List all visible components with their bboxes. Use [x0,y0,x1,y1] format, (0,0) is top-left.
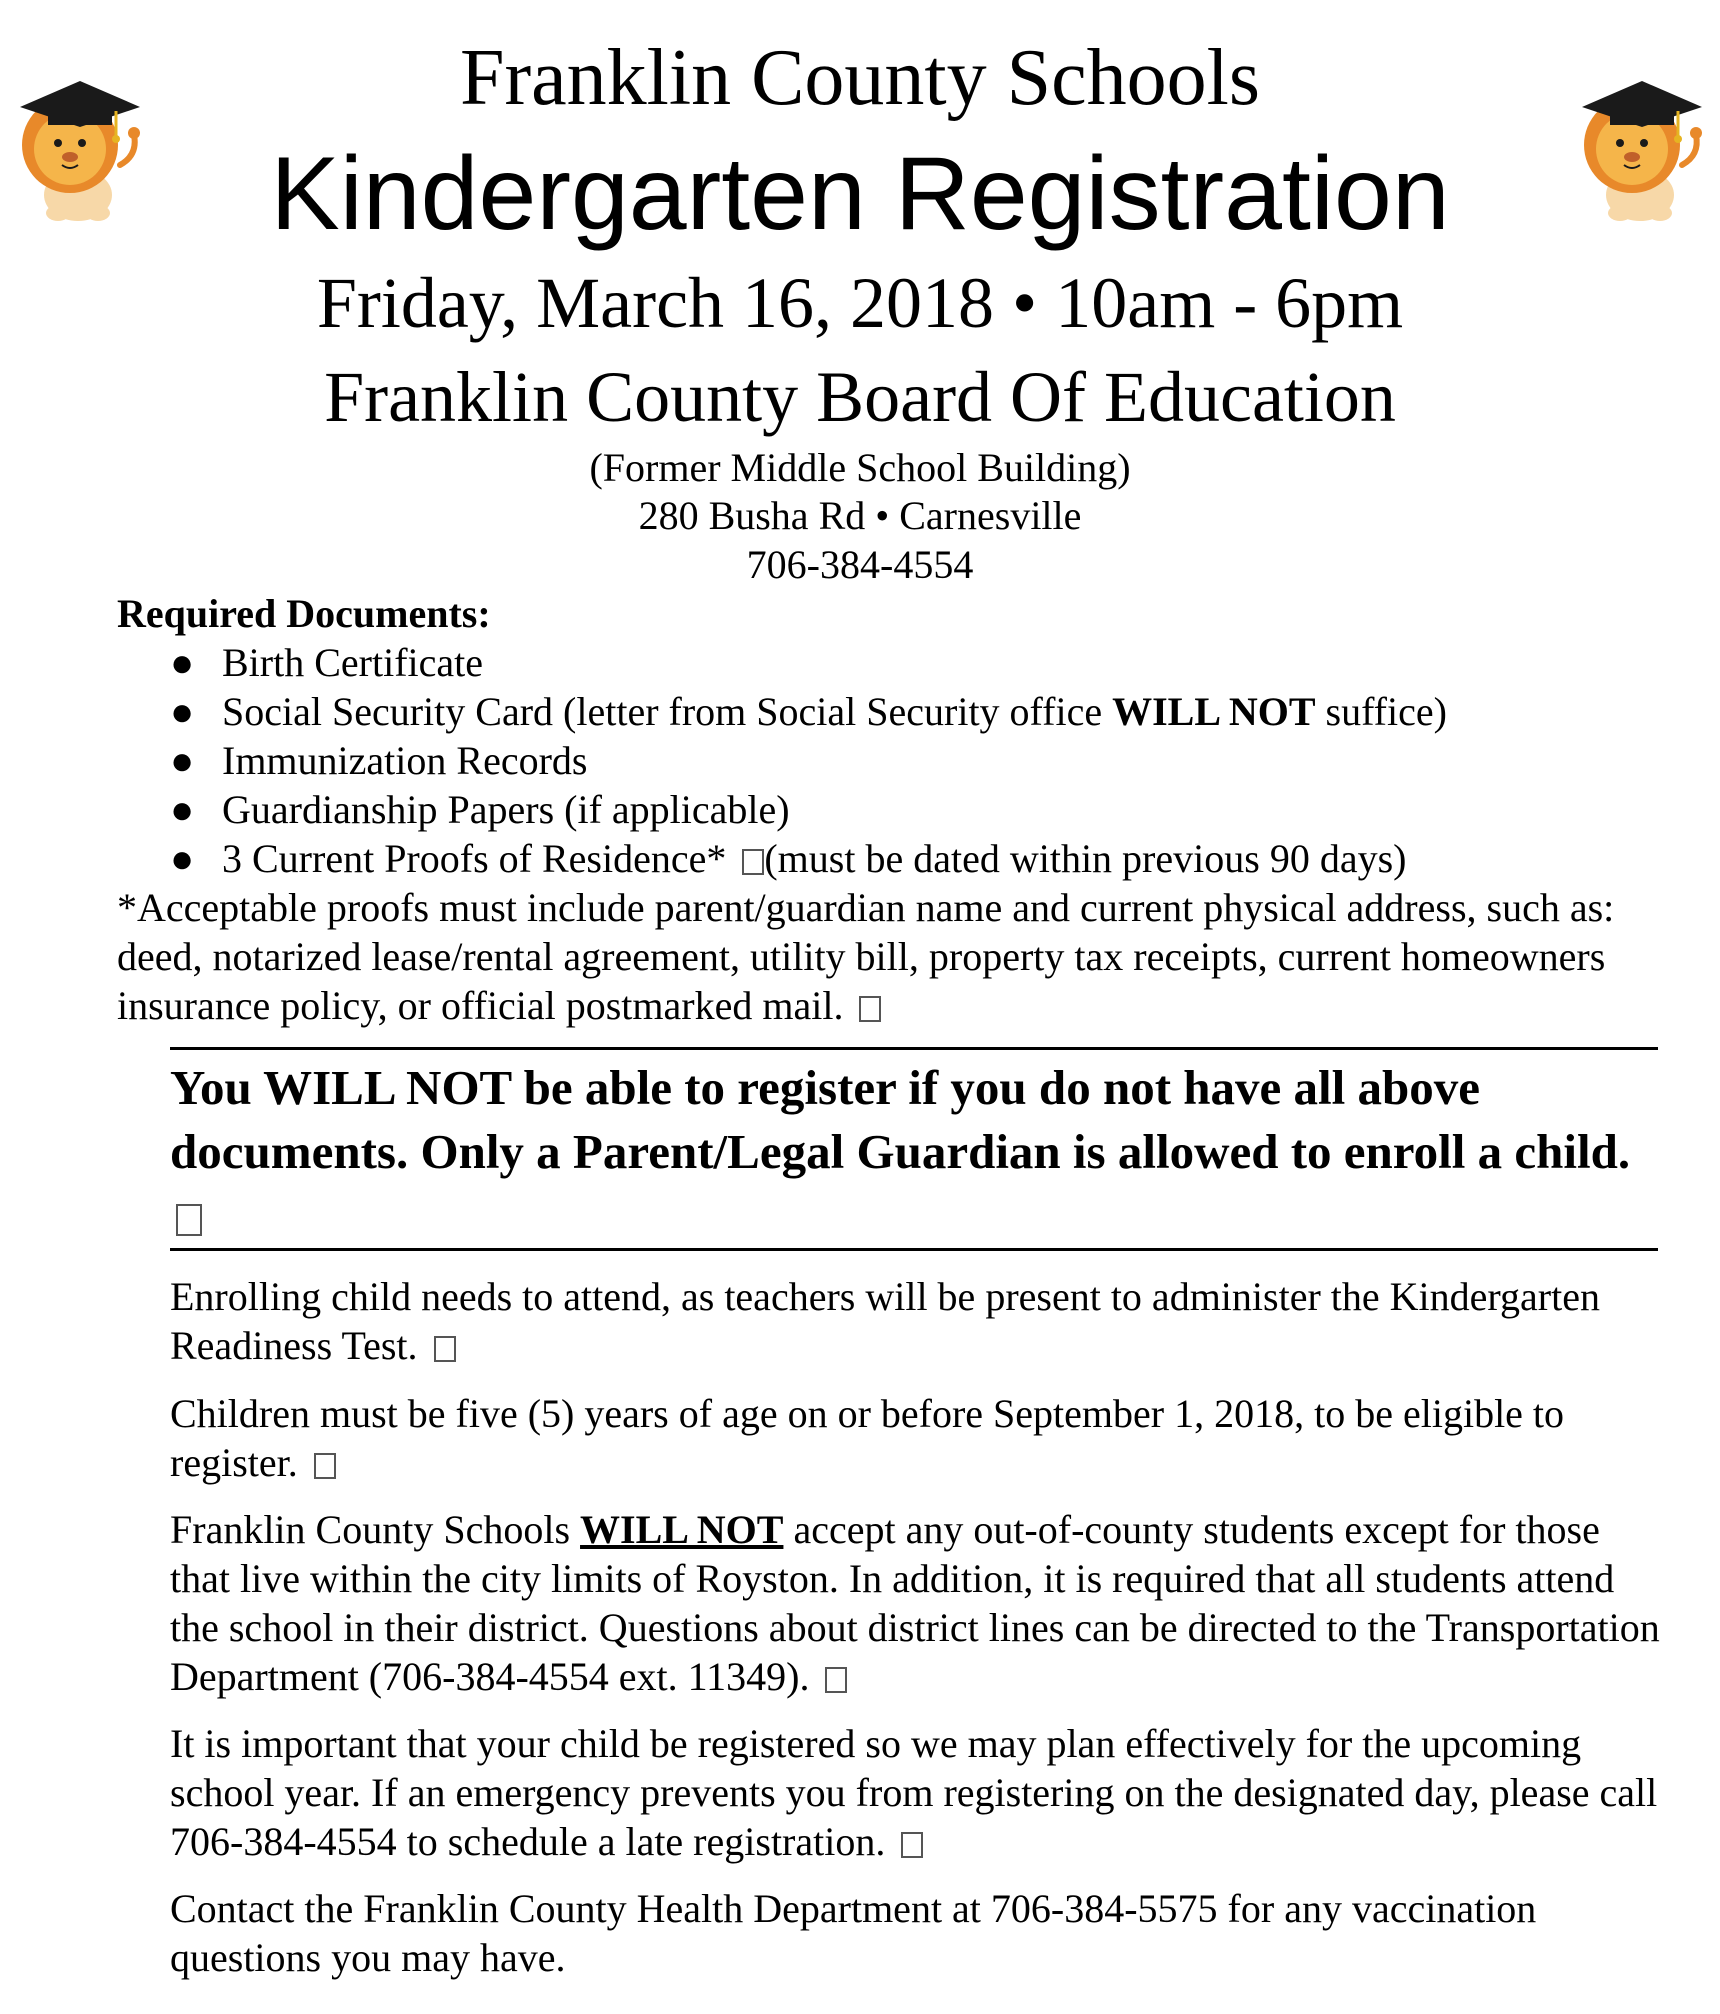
county-policy-lead: Franklin County Schools [170,1507,581,1552]
required-documents-list [170,638,1447,883]
bullet-icon: ● [170,787,195,832]
emphasis-text: WILL NOT [580,1507,784,1552]
document-item-guardianship: Guardianship Papers (if applicable) [222,787,790,832]
county-policy-paragraph [170,1505,1660,1701]
late-registration-paragraph [170,1719,1660,1866]
registration-warning [170,1056,1670,1248]
divider [170,1248,1658,1251]
document-item-residence-tail: (must be dated within previous 90 days) [764,836,1407,881]
event-location: Franklin County Board Of Education [324,357,1396,437]
phone-number: 706-384-4554 [746,542,974,587]
missing-glyph-icon [176,1204,202,1236]
emphasis-text: WILL NOT [1112,689,1316,734]
county-policy-text: accept any out-of-county students except for those that live within the city limits of Royston. In addition, it is required that all students attend the school in their district. Questions about district lines can be directed to the Transportation Department (706-384-4554 ext. 11349). [170,1507,1660,1699]
bullet-icon: ● [170,689,195,734]
missing-glyph-icon [314,1453,336,1479]
document-item-immunization: Immunization Records [222,738,588,783]
document-item-residence: 3 Current Proofs of Residence* [222,836,737,881]
residence-proof-note-text: *Acceptable proofs must include parent/guardian name and current physical address, such as: deed, notarized lease/rental agreement, utility bill, property tax receipts, current homeowners insurance policy, or official postmarked mail. [117,885,1615,1028]
attendance-text: Enrolling child needs to attend, as teachers will be present to administer the Kindergarten Readiness Test. [170,1274,1600,1368]
health-department-paragraph: Contact the Franklin County Health Department at 706-384-5575 for any vaccination questions you may have. [170,1886,1537,1980]
missing-glyph-icon [901,1832,923,1858]
divider [170,1047,1658,1050]
school-name: Franklin County Schools [459,34,1261,122]
registration-warning-text: You WILL NOT be able to register if you do not have all above documents. Only a Parent/Legal Guardian is allowed to enroll a child. [170,1060,1631,1179]
street-address: 280 Busha Rd • Carnesville [638,493,1082,538]
missing-glyph-icon [742,849,764,875]
required-documents-heading: Required Documents: [117,591,491,636]
list-item [170,638,1447,687]
page-title: Kindergarten Registration [270,136,1450,252]
age-text: Children must be five (5) years of age on or before September 1, 2018, to be eligible to register. [170,1391,1565,1485]
list-item [170,834,1447,883]
building-note: (Former Middle School Building) [589,445,1131,490]
late-registration-text: It is important that your child be registered so we may plan effectively for the upcoming school year. If an emergency prevents you from registering on the designated day, please call 706-384-4554 to schedule a late registration. [170,1721,1658,1864]
document-item-social-security-tail: suffice) [1315,689,1447,734]
bullet-icon: ● [170,640,195,685]
bullet-icon: ● [170,836,195,881]
attendance-paragraph [170,1272,1660,1370]
missing-glyph-icon [825,1667,847,1693]
list-item [170,687,1447,736]
event-datetime: Friday, March 16, 2018 • 10am - 6pm [316,263,1404,343]
document-item-social-security: Social Security Card (letter from Social Security office [222,689,1113,734]
missing-glyph-icon [859,996,881,1022]
document-item-birth-certificate: Birth Certificate [222,640,484,685]
list-item [170,736,1447,785]
age-paragraph [170,1389,1660,1487]
residence-proof-note [117,883,1677,1030]
missing-glyph-icon [434,1336,456,1362]
bullet-icon: ● [170,738,195,783]
list-item [170,785,1447,834]
